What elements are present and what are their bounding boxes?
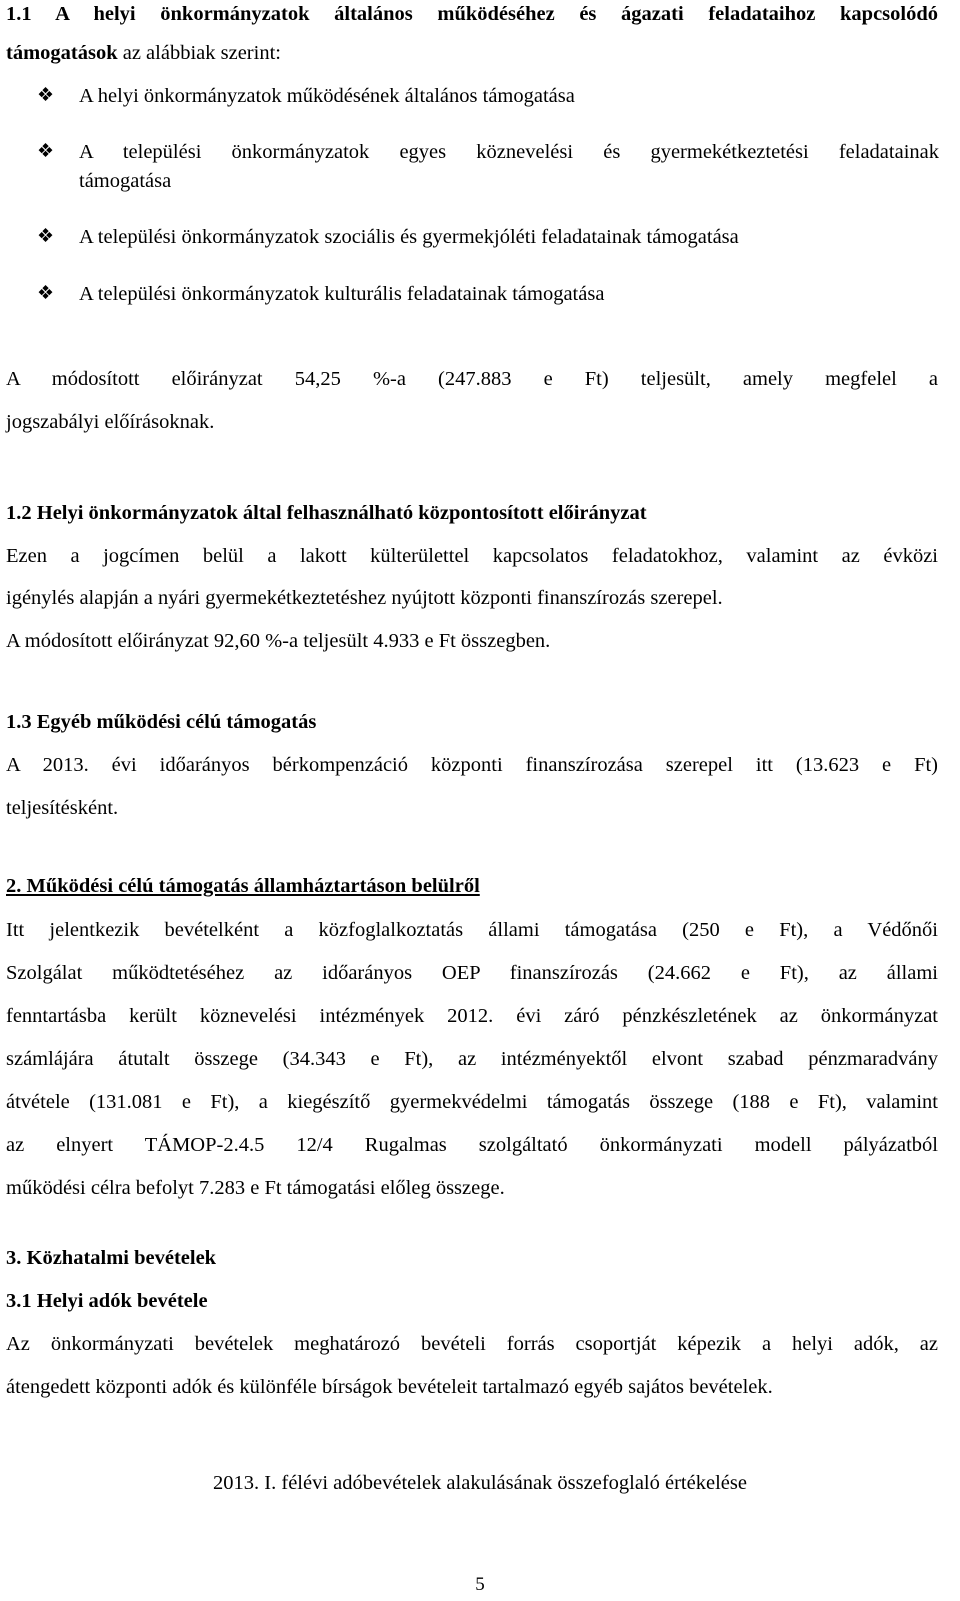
list-item: A települési önkormányzatok egyes köznevelési és gyermekétkeztetési feladatainak: [79, 141, 939, 163]
diamond-bullet-icon: ❖: [37, 141, 55, 162]
heading-rest: az alábbiak szerint:: [117, 42, 281, 64]
list-item: A települési önkormányzatok kulturális feladatainak támogatása: [79, 283, 605, 305]
diamond-bullet-icon: ❖: [37, 85, 55, 106]
paragraph-line: fenntartásba került köznevelési intézmények 2012. évi záró pénzkészletének az önkormányzat: [6, 1005, 938, 1027]
paragraph-line: az elnyert TÁMOP-2.4.5 12/4 Rugalmas szolgáltató önkormányzati modell pályázatból: [6, 1134, 938, 1156]
section-2-heading: 2. Működési célú támogatás államháztartáson belülről: [6, 875, 480, 897]
list-item-continuation: támogatása: [79, 170, 172, 192]
paragraph-line: A módosított előirányzat 92,60 %-a teljesült 4.933 e Ft összegben.: [6, 630, 551, 652]
paragraph-line: A 2013. évi időarányos bérkompenzáció központi finanszírozása szerepel itt (13.623 e Ft): [6, 754, 938, 776]
paragraph-line: teljesítésként.: [6, 797, 119, 819]
section-3-1-heading: 3.1 Helyi adók bevétele: [6, 1290, 208, 1312]
section-1-2-heading: 1.2 Helyi önkormányzatok által felhasználható központosított előirányzat: [6, 502, 647, 524]
diamond-bullet-icon: ❖: [37, 226, 55, 247]
paragraph-line: átvétele (131.081 e Ft), a kiegészítő gyermekvédelmi támogatás összege (188 e Ft), valamint: [6, 1091, 938, 1113]
table-caption: 2013. I. félévi adóbevételek alakulásának összefoglaló értékelése: [213, 1472, 747, 1494]
page-number: 5: [475, 1574, 485, 1595]
paragraph-line: Az önkormányzati bevételek meghatározó bevételi forrás csoportját képezik a helyi adók, az: [6, 1333, 938, 1355]
paragraph-line: átengedett központi adók és különféle bírságok bevételeit tartalmazó egyéb sajátos bevételek.: [6, 1376, 773, 1398]
paragraph-line: Itt jelentkezik bevételként a közfoglalkoztatás állami támogatása (250 e Ft), a Védőnői: [6, 919, 938, 941]
section-1-3-heading: 1.3 Egyéb működési célú támogatás: [6, 711, 317, 733]
list-item: A települési önkormányzatok szociális és gyermekjóléti feladatainak támogatása: [79, 226, 739, 248]
section-1-1-heading-line1: 1.1 A helyi önkormányzatok általános működéséhez és ágazati feladataihoz kapcsolódó: [6, 3, 938, 25]
paragraph-line: Szolgálat működtetéséhez az időarányos OEP finanszírozás (24.662 e Ft), az állami: [6, 962, 938, 984]
list-item: A helyi önkormányzatok működésének általános támogatása: [79, 85, 575, 107]
paragraph-line: számlájára átutalt összege (34.343 e Ft), az intézményektől elvont szabad pénzmaradvány: [6, 1048, 938, 1070]
heading-bold-word: támogatások: [6, 42, 118, 64]
paragraph-line: működési célra befolyt 7.283 e Ft támogatási előleg összege.: [6, 1177, 505, 1199]
diamond-bullet-icon: ❖: [37, 283, 55, 304]
paragraph-line: jogszabályi előírásoknak.: [6, 411, 215, 433]
paragraph-line: A módosított előirányzat 54,25 %-a (247.883 e Ft) teljesült, amely megfelel a: [6, 368, 938, 390]
section-3-heading: 3. Közhatalmi bevételek: [6, 1247, 217, 1269]
paragraph-line: Ezen a jogcímen belül a lakott külterülettel kapcsolatos feladatokhoz, valamint az évközi: [6, 545, 938, 567]
paragraph-line: igénylés alapján a nyári gyermekétkeztetéshez nyújtott központi finanszírozás szerepel.: [6, 587, 723, 609]
section-1-1-heading-line2: [6, 39, 938, 67]
